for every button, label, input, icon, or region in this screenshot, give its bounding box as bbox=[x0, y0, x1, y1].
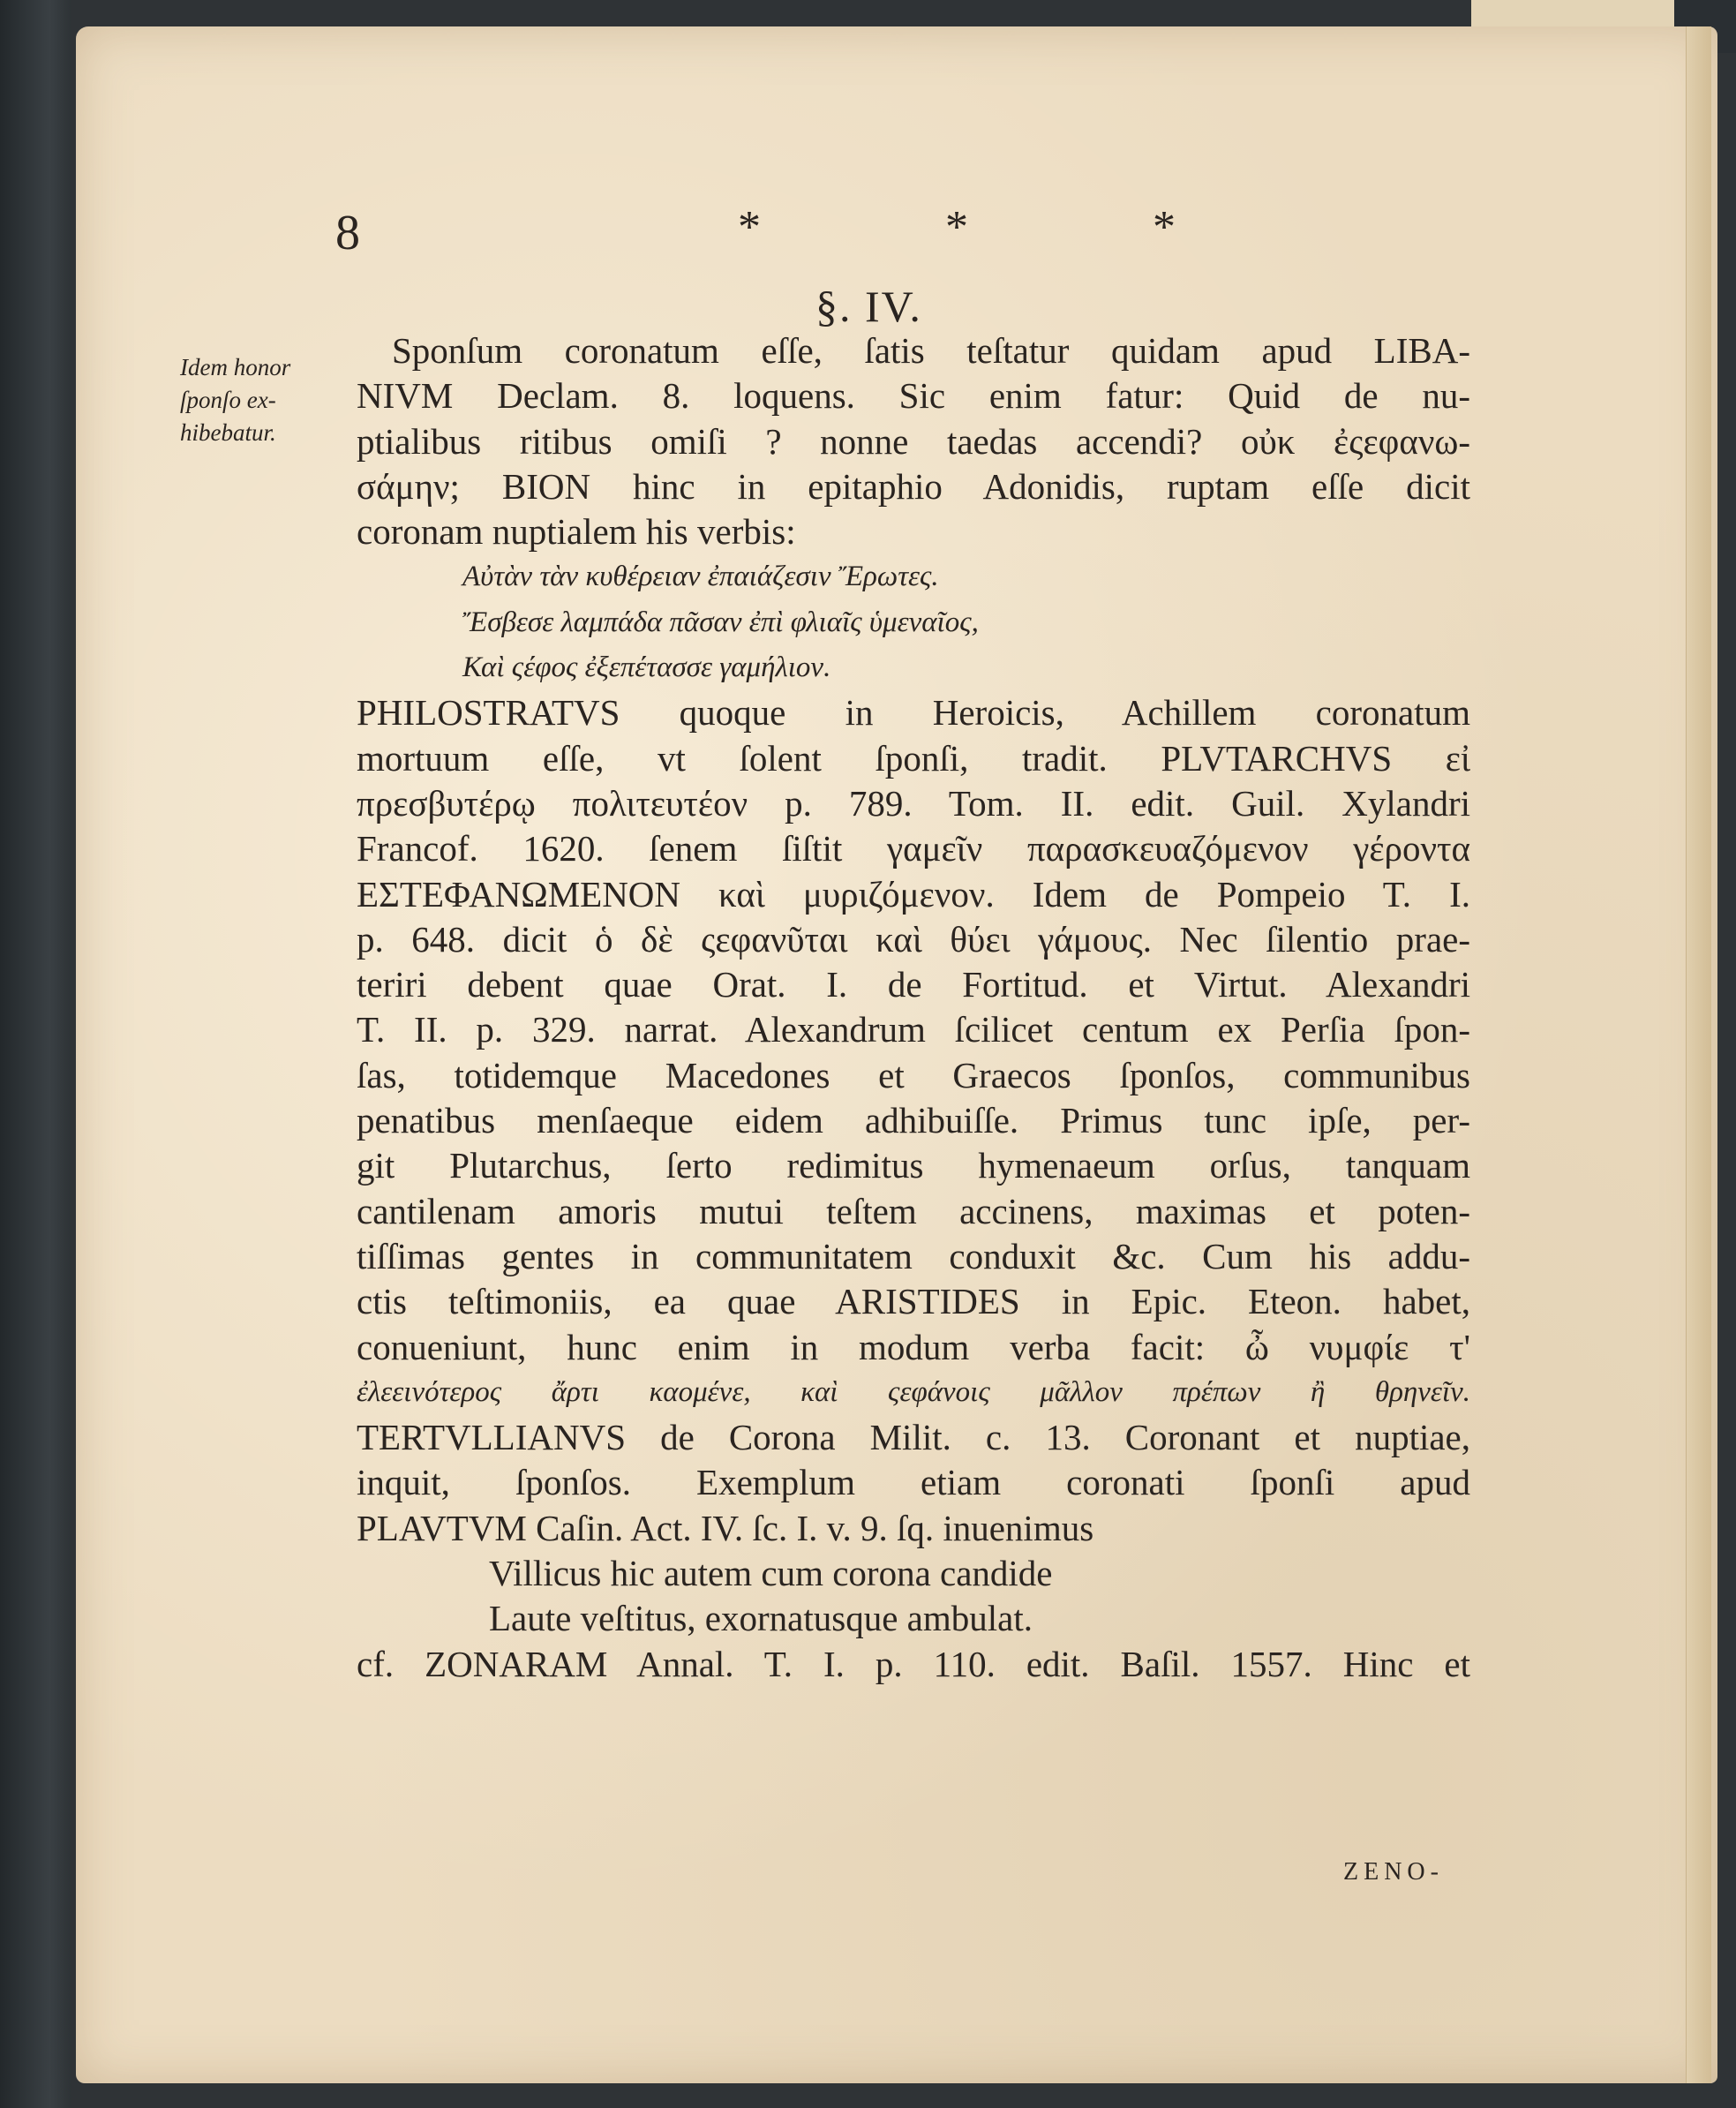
text-line: T. II. p. 329. narrat. Alexandrum ſcilicet centum ex Perſia ſpon- bbox=[357, 1009, 1470, 1050]
text-line: Francof. 1620. ſenem ſiſtit γαμεῖν παρασκευαζόμενον γέροντα bbox=[357, 828, 1470, 870]
text-line: conueniunt, hunc enim in modum verba facit: ὦ νυμφίε τ' bbox=[357, 1326, 1470, 1367]
marginal-note bbox=[180, 351, 357, 449]
ornament-stars: * * * bbox=[738, 202, 1262, 252]
text-line: git Plutarchus, ſerto redimitus hymenaeum orſus, tanquam bbox=[357, 1145, 1470, 1186]
body-text bbox=[357, 328, 1470, 1687]
text-line: cf. ZONARAM Annal. T. I. p. 110. edit. Baſil. 1557. Hinc et bbox=[357, 1643, 1470, 1684]
text-line: inquit, ſponſos. Exemplum etiam coronati ſponſi apud bbox=[357, 1462, 1470, 1503]
text-line: tiſſimas gentes in communitatem conduxit &c. Cum his addu- bbox=[357, 1235, 1470, 1276]
text-line: PHILOSTRATVS quoque in Heroicis, Achillem coronatum bbox=[357, 692, 1470, 734]
text-line: ctis teſtimoniis, ea quae ARISTIDES in Epic. Eteon. habet, bbox=[357, 1281, 1470, 1322]
verse-line-greek: Καὶ ςέφος ἐξεπέτασσε γαμήλιον. bbox=[462, 651, 831, 684]
background-left-edge bbox=[0, 0, 71, 2108]
catchword: ZENO- bbox=[1343, 1858, 1444, 1886]
text-line: ΕΣΤΕΦΑΝΩΜΕΝΟΝ καὶ μυριζόμενον. Idem de Pompeio T. I. bbox=[357, 873, 1470, 915]
section-title: §. IV. bbox=[815, 282, 922, 331]
marginal-note-line: hibebatur. bbox=[180, 419, 276, 446]
verse-line-greek: Αὐτὰν τὰν κυθέρειαν ἐπαιάζεσιν Ἔρωτες. bbox=[462, 561, 939, 593]
verse-line-greek: Ἔσβεσε λαμπάδα πᾶσαν ἐπὶ φλιαῖς ὑμεναῖος, bbox=[462, 606, 979, 638]
text-line-greek: ἐλεεινότερος ἄρτι καομένε, καὶ ςεφάνοις μᾶλλον πρέπων ἢ θρηνεῖν. bbox=[357, 1375, 1470, 1408]
verse-line: Laute veſtitus, exornatusque ambulat. bbox=[489, 1598, 1033, 1639]
page-header bbox=[335, 202, 1262, 267]
page-edge bbox=[1686, 26, 1711, 2083]
verse-line: Villicus hic autem cum corona candide bbox=[489, 1553, 1053, 1594]
text-line: ptialibus ritibus omiſi ? nonne taedas accendi? οὐκ ἐςεφανω- bbox=[357, 420, 1470, 462]
text-line: πρεσβυτέρῳ πολιτευτέον p. 789. Tom. II. edit. Guil. Xylandri bbox=[357, 782, 1470, 824]
text-line: σάμην; BION hinc in epitaphio Adonidis, ruptam eſſe dicit bbox=[357, 465, 1470, 507]
marginal-note-line: ſponſo ex- bbox=[180, 387, 276, 413]
text-line: Sponſum coronatum eſſe, ſatis teſtatur quidam apud LIBA- bbox=[392, 330, 1470, 371]
marginal-note-line: Idem honor bbox=[180, 354, 291, 380]
text-line: cantilenam amoris mutui teſtem accinens, maximas et poten- bbox=[357, 1190, 1470, 1231]
text-line: coronam nuptialem his verbis: bbox=[357, 511, 796, 553]
text-line: NIVM Declam. 8. loquens. Sic enim fatur: Quid de nu- bbox=[357, 375, 1470, 417]
text-line: teriri debent quae Orat. I. de Fortitud. et Virtut. Alexandri bbox=[357, 964, 1470, 1005]
text-line: mortuum eſſe, vt ſolent ſponſi, tradit. PLVTARCHVS εἰ bbox=[357, 737, 1470, 779]
text-line: ſas, totidemque Macedones et Graecos ſponſos, communibus bbox=[357, 1054, 1470, 1095]
text-line: PLAVTVM Caſin. Act. IV. ſc. I. v. 9. ſq. inuenimus bbox=[357, 1507, 1094, 1548]
text-line: p. 648. dicit ὁ δὲ ςεφανῦται καὶ θύει γάμους. Nec ſilentio prae- bbox=[357, 918, 1470, 960]
text-line: TERTVLLIANVS de Corona Milit. c. 13. Coronant et nuptiae, bbox=[357, 1417, 1470, 1458]
text-line: penatibus menſaeque eidem adhibuiſſe. Primus tunc ipſe, per- bbox=[357, 1100, 1470, 1141]
page-number: 8 bbox=[335, 206, 360, 260]
